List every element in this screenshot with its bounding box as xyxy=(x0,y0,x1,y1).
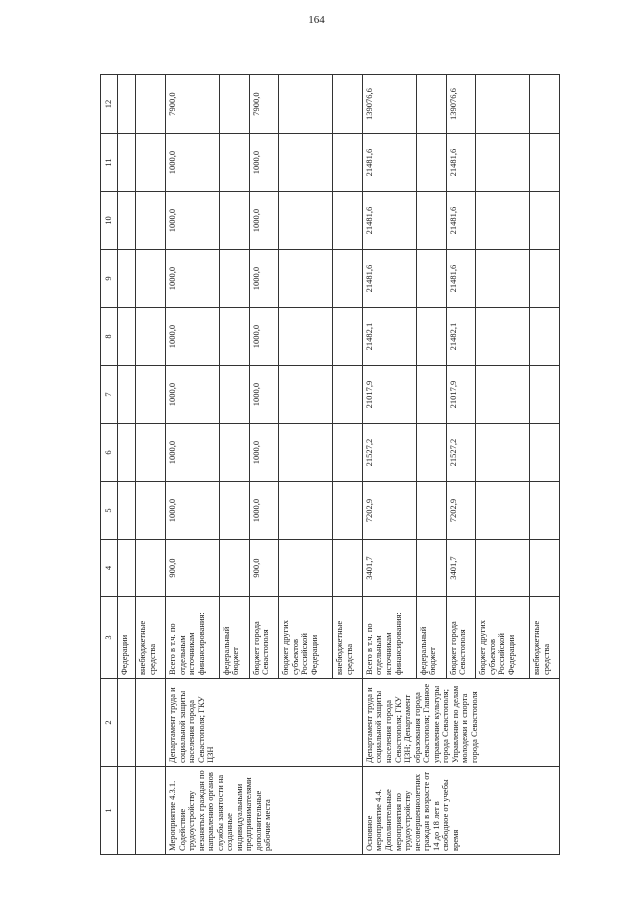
measure-name-cell: Мероприятие 4.3.1. Содействие трудоустройству незанятых граждан по направлению органов службы занятости на созданные индивидуальными предпринимателями дополнительные рабочие места xyxy=(165,767,362,855)
executor-cell: Департамент труда и социальной защиты населения города Севастополя; ГКУ ЦЗН xyxy=(165,679,362,767)
column-header: 6 xyxy=(101,424,118,482)
value-cell xyxy=(476,540,530,597)
value-cell xyxy=(136,192,166,250)
rotated-table-container xyxy=(100,75,560,855)
value-cell: 1000,0 xyxy=(249,424,279,482)
value-cell xyxy=(333,482,363,540)
column-header: 7 xyxy=(101,366,118,424)
column-header: 5 xyxy=(101,482,118,540)
table-row xyxy=(362,75,416,855)
value-cell xyxy=(279,192,333,250)
value-cell: 7202,9 xyxy=(362,482,416,540)
value-cell xyxy=(136,540,166,597)
value-cell xyxy=(530,308,560,366)
value-cell: 139076,6 xyxy=(362,75,416,134)
column-header: 9 xyxy=(101,250,118,308)
value-cell: 21481,6 xyxy=(362,192,416,250)
value-cell xyxy=(476,192,530,250)
source-cell: внебюджетные средства xyxy=(530,597,560,679)
value-cell: 1000,0 xyxy=(165,366,219,424)
value-cell xyxy=(118,308,136,366)
value-cell: 900,0 xyxy=(249,540,279,597)
source-cell: внебюджетные средства xyxy=(333,597,363,679)
source-cell: бюджет города Севастополя xyxy=(446,597,476,679)
value-cell xyxy=(136,482,166,540)
source-cell: федеральный бюджет xyxy=(219,597,249,679)
table-row xyxy=(165,75,219,855)
value-cell xyxy=(279,308,333,366)
source-cell: бюджет других субъектов Российской Федерации xyxy=(279,597,333,679)
value-cell xyxy=(118,482,136,540)
value-cell xyxy=(118,192,136,250)
value-cell: 21527,2 xyxy=(446,424,476,482)
value-cell xyxy=(530,75,560,134)
column-header: 12 xyxy=(101,75,118,134)
value-cell xyxy=(333,540,363,597)
value-cell xyxy=(416,250,446,308)
value-cell xyxy=(136,250,166,308)
value-cell: 1000,0 xyxy=(165,308,219,366)
value-cell xyxy=(333,424,363,482)
value-cell xyxy=(333,250,363,308)
value-cell xyxy=(279,250,333,308)
value-cell xyxy=(476,75,530,134)
value-cell: 21481,6 xyxy=(362,134,416,192)
value-cell xyxy=(416,366,446,424)
value-cell xyxy=(136,308,166,366)
value-cell xyxy=(476,250,530,308)
value-cell xyxy=(416,192,446,250)
value-cell xyxy=(219,75,249,134)
table-row xyxy=(136,75,166,855)
value-cell: 21527,2 xyxy=(362,424,416,482)
value-cell xyxy=(476,482,530,540)
value-cell xyxy=(136,134,166,192)
value-cell xyxy=(333,75,363,134)
value-cell xyxy=(118,75,136,134)
value-cell xyxy=(118,424,136,482)
value-cell xyxy=(279,75,333,134)
value-cell: 21481,6 xyxy=(446,192,476,250)
header-row xyxy=(101,75,118,855)
column-header: 11 xyxy=(101,134,118,192)
value-cell: 21481,6 xyxy=(446,250,476,308)
value-cell: 7900,0 xyxy=(165,75,219,134)
value-cell: 21481,6 xyxy=(362,250,416,308)
value-cell: 1000,0 xyxy=(249,192,279,250)
measure-cell xyxy=(136,767,166,855)
source-cell: федеральный бюджет xyxy=(416,597,446,679)
value-cell xyxy=(333,134,363,192)
column-header: 4 xyxy=(101,540,118,597)
value-cell xyxy=(136,366,166,424)
value-cell xyxy=(279,482,333,540)
value-cell: 7202,9 xyxy=(446,482,476,540)
value-cell: 1000,0 xyxy=(249,134,279,192)
column-header: 1 xyxy=(101,767,118,855)
source-cell: Федерации xyxy=(118,597,136,679)
value-cell xyxy=(416,75,446,134)
value-cell xyxy=(416,482,446,540)
value-cell xyxy=(530,192,560,250)
value-cell xyxy=(530,540,560,597)
value-cell: 1000,0 xyxy=(165,482,219,540)
value-cell: 1000,0 xyxy=(249,308,279,366)
value-cell xyxy=(416,308,446,366)
value-cell xyxy=(416,424,446,482)
table-row xyxy=(118,75,136,855)
executor-cell xyxy=(136,679,166,767)
value-cell: 21017,9 xyxy=(362,366,416,424)
executor-cell: Департамент труда и социальной защиты населения города Севастополя; ГКУ ЦЗН; Департамент образования города Севастополя; Главное управление культуры города Севастополя; Управление по делам молодежи и спорта города Севастополя xyxy=(362,679,559,767)
financing-table xyxy=(100,74,560,855)
value-cell: 1000,0 xyxy=(165,134,219,192)
value-cell: 21017,9 xyxy=(446,366,476,424)
value-cell: 1000,0 xyxy=(249,250,279,308)
executor-cell xyxy=(118,679,136,767)
value-cell xyxy=(279,134,333,192)
source-cell: Всего в т.ч. по отдельным источникам финансирования: xyxy=(362,597,416,679)
value-cell xyxy=(219,308,249,366)
value-cell: 3401,7 xyxy=(362,540,416,597)
value-cell xyxy=(279,366,333,424)
value-cell xyxy=(118,134,136,192)
value-cell xyxy=(530,424,560,482)
column-header: 3 xyxy=(101,597,118,679)
value-cell xyxy=(530,250,560,308)
value-cell: 21481,6 xyxy=(446,134,476,192)
value-cell xyxy=(219,250,249,308)
column-header: 2 xyxy=(101,679,118,767)
value-cell: 139076,6 xyxy=(446,75,476,134)
source-cell: бюджет других субъектов Российской Федерации xyxy=(476,597,530,679)
value-cell xyxy=(136,75,166,134)
value-cell xyxy=(219,134,249,192)
value-cell xyxy=(118,540,136,597)
value-cell xyxy=(476,134,530,192)
value-cell: 1000,0 xyxy=(165,424,219,482)
value-cell xyxy=(333,192,363,250)
value-cell xyxy=(118,366,136,424)
value-cell xyxy=(530,482,560,540)
value-cell: 3401,7 xyxy=(446,540,476,597)
value-cell xyxy=(530,134,560,192)
value-cell: 1000,0 xyxy=(165,192,219,250)
source-cell: Всего в т.ч. по отдельным источникам финансирования: xyxy=(165,597,219,679)
value-cell xyxy=(416,540,446,597)
value-cell xyxy=(118,250,136,308)
source-cell: внебюджетные средства xyxy=(136,597,166,679)
value-cell xyxy=(279,540,333,597)
value-cell: 1000,0 xyxy=(249,366,279,424)
column-header: 10 xyxy=(101,192,118,250)
value-cell: 1000,0 xyxy=(165,250,219,308)
value-cell xyxy=(476,424,530,482)
measure-name-cell: Основное мероприятие 4.4. Дополнительные мероприятия по трудоустройству несовершеннолетних граждан в возрасте от 14 до 18 лет в свободное от учебы время xyxy=(362,767,559,855)
value-cell xyxy=(476,308,530,366)
value-cell xyxy=(219,192,249,250)
value-cell xyxy=(416,134,446,192)
value-cell xyxy=(530,366,560,424)
value-cell xyxy=(219,540,249,597)
source-cell: бюджет города Севастополя xyxy=(249,597,279,679)
measure-cell xyxy=(118,767,136,855)
value-cell: 1000,0 xyxy=(249,482,279,540)
value-cell: 900,0 xyxy=(165,540,219,597)
value-cell xyxy=(333,366,363,424)
value-cell xyxy=(219,424,249,482)
value-cell xyxy=(219,366,249,424)
value-cell xyxy=(279,424,333,482)
page-number: 164 xyxy=(308,14,325,26)
value-cell xyxy=(219,482,249,540)
value-cell: 21482,1 xyxy=(362,308,416,366)
value-cell: 7900,0 xyxy=(249,75,279,134)
value-cell xyxy=(333,308,363,366)
value-cell: 21482,1 xyxy=(446,308,476,366)
value-cell xyxy=(476,366,530,424)
column-header: 8 xyxy=(101,308,118,366)
value-cell xyxy=(136,424,166,482)
